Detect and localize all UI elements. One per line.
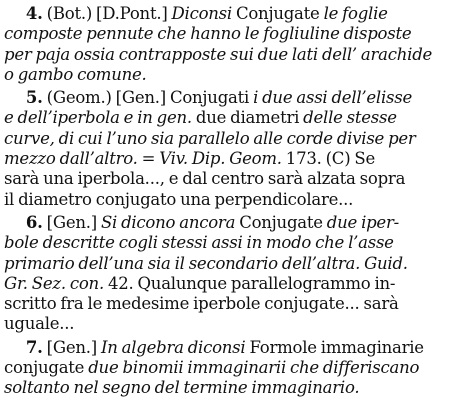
italic-text: due binomii immaginarii che differiscano	[88, 358, 420, 378]
text-segment: 42. Qualunque parallelogrammo in-	[103, 273, 396, 293]
italic-text: composte pennute che hanno le fogliuline disposte	[4, 24, 412, 44]
text-segment: Conjugate	[231, 4, 324, 23]
entry-line	[4, 3, 465, 24]
entry-line	[4, 65, 465, 85]
italic-text: Diconsi	[171, 4, 232, 23]
italic-text: soltanto nel segno del termine immaginario.	[4, 378, 360, 398]
entry-line	[4, 314, 465, 334]
entry-line	[4, 378, 465, 398]
entries-list	[4, 3, 467, 399]
entry-line	[4, 87, 465, 108]
dictionary-entry	[4, 3, 467, 85]
entry-number: 5.	[25, 87, 43, 108]
entry-line	[4, 190, 465, 210]
entry-line	[4, 212, 465, 233]
italic-text: bole descritte cogli stessi assi in modo che l’asse	[4, 233, 394, 253]
italic-text: delle stesse	[303, 108, 397, 128]
entry-line	[4, 24, 465, 44]
text-segment: Formole immaginarie	[245, 337, 424, 357]
text-segment: due diametri	[191, 108, 304, 128]
text-segment: (Bot.) [D.Pont.]	[42, 4, 172, 23]
italic-text: per paja ossia contrapposte sui due lati dell’ arachide	[4, 44, 433, 64]
dictionary-entry	[4, 212, 467, 335]
entry-line	[4, 45, 465, 65]
italic-text: le foglie	[323, 4, 388, 23]
entry-line	[4, 129, 465, 149]
text-segment: scritto fra le medesime iperbole conjugate... sarà	[4, 294, 399, 314]
entry-line	[4, 149, 465, 169]
text-segment: (Geom.) [Gen.] Conjugati	[42, 88, 254, 108]
italic-text: curve, di cui l’uno sia parallelo alle corde divise per	[4, 128, 416, 148]
italic-text: e dell’iperbola e in gen.	[4, 108, 192, 128]
dictionary-entry	[4, 87, 467, 210]
entry-line	[4, 274, 465, 294]
text-segment: il diametro conjugato una perpendicolare...	[4, 189, 354, 209]
dictionary-entry	[4, 337, 467, 399]
text-segment: 173. (C) Se	[281, 149, 376, 169]
entry-line	[4, 233, 465, 253]
text-segment: Conjugate	[235, 212, 327, 232]
italic-text: o gambo comune.	[4, 64, 147, 84]
italic-text: Gr. Sez. con.	[4, 273, 104, 293]
italic-text: i due assi dell’elisse	[253, 88, 412, 108]
entry-line	[4, 294, 465, 314]
dictionary-page	[4, 3, 467, 409]
text-segment: [Gen.]	[42, 212, 101, 232]
italic-text: Si dicono ancora	[100, 212, 236, 232]
italic-text: due iper-	[326, 212, 399, 232]
entry-line	[4, 254, 465, 274]
entry-number: 4.	[25, 3, 43, 23]
italic-text: primario dell’una sia il secondario dell’altra. Guid.	[4, 253, 408, 273]
text-segment: uguale...	[4, 314, 75, 334]
entry-number: 6.	[25, 211, 43, 232]
text-segment: sarà una iperbola..., e dal centro sarà alzata sopra	[4, 169, 406, 189]
italic-text: mezzo dall’altro. = Viv. Dip. Geom.	[4, 149, 282, 169]
entry-line	[4, 108, 465, 128]
entry-line	[4, 337, 465, 358]
text-segment: conjugate	[4, 358, 89, 378]
entry-number: 7.	[25, 336, 43, 357]
italic-text: In algebra diconsi	[100, 337, 246, 357]
entry-line	[4, 169, 465, 189]
text-segment: [Gen.]	[42, 337, 101, 357]
entry-line	[4, 358, 465, 378]
